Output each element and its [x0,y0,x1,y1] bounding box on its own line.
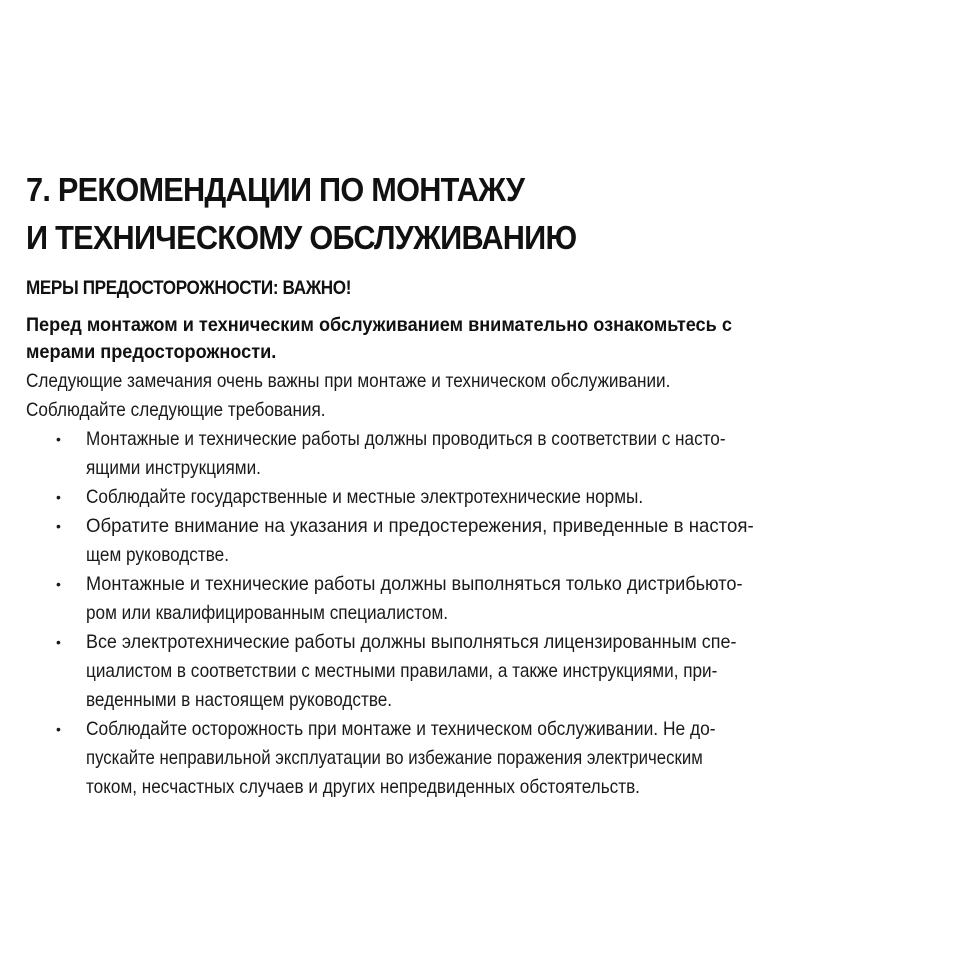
bullet-icon: • [56,518,61,534]
lead-line: Перед монтажом и техническим обслуживанием внимательно ознакомьтесь с [26,314,732,336]
list-item [0,570,813,628]
list-item-line: Обратите внимание на указания и предостережения, приведенные в настоя- [86,515,754,537]
bullet-icon: • [56,576,61,592]
list-item-line: циалистом в соответствии с местными правилами, а также инструкциями, при- [86,660,718,682]
section-title-line: 7. РЕКОМЕНДАЦИИ ПО МОНТАЖУ [26,171,525,208]
precautions-heading: МЕРЫ ПРЕДОСТОРОЖНОСТИ: ВАЖНО! [26,278,352,299]
list-item [0,512,813,570]
list-item [0,628,813,715]
list-item [0,715,813,802]
bullet-icon: • [56,721,61,737]
requirements-list [0,425,813,802]
intro-line: Соблюдайте следующие требования. [26,398,326,421]
bullet-icon: • [56,489,61,505]
list-item-line: Соблюдайте осторожность при монтаже и техническом обслуживании. Не до- [86,718,716,740]
list-item-line: веденными в настоящем руководстве. [86,689,393,711]
list-item-line: щем руководстве. [86,544,229,566]
section-title-line: И ТЕХНИЧЕСКОМУ ОБСЛУЖИВАНИЮ [26,219,577,256]
list-item [0,483,813,512]
list-item-line: Монтажные и технические работы должны проводиться в соответствии с насто- [86,428,726,450]
bullet-icon: • [56,431,61,447]
intro-line: Следующие замечания очень важны при монтаже и техническом обслуживании. [26,370,671,392]
list-item [0,425,813,483]
section-title [26,166,576,262]
lead-paragraph [26,312,785,366]
list-item-line: током, несчастных случаев и других непредвиденных обстоятельств. [86,776,640,798]
list-item-line: пускайте неправильной эксплуатации во избежание поражения электрическим [86,747,703,769]
bullet-icon: • [56,634,61,650]
lead-line: мерами предосторожности. [26,341,277,363]
intro-paragraph [26,367,758,424]
list-item-line: ящими инструкциями. [86,457,261,479]
list-item-line: Соблюдайте государственные и местные электротехнические нормы. [86,486,644,508]
list-item-line: ром или квалифицированным специалистом. [86,602,449,624]
list-item-line: Все электротехнические работы должны выполняться лицензированным спе- [86,631,737,653]
list-item-line: Монтажные и технические работы должны выполняться только дистрибьюто- [86,573,743,595]
